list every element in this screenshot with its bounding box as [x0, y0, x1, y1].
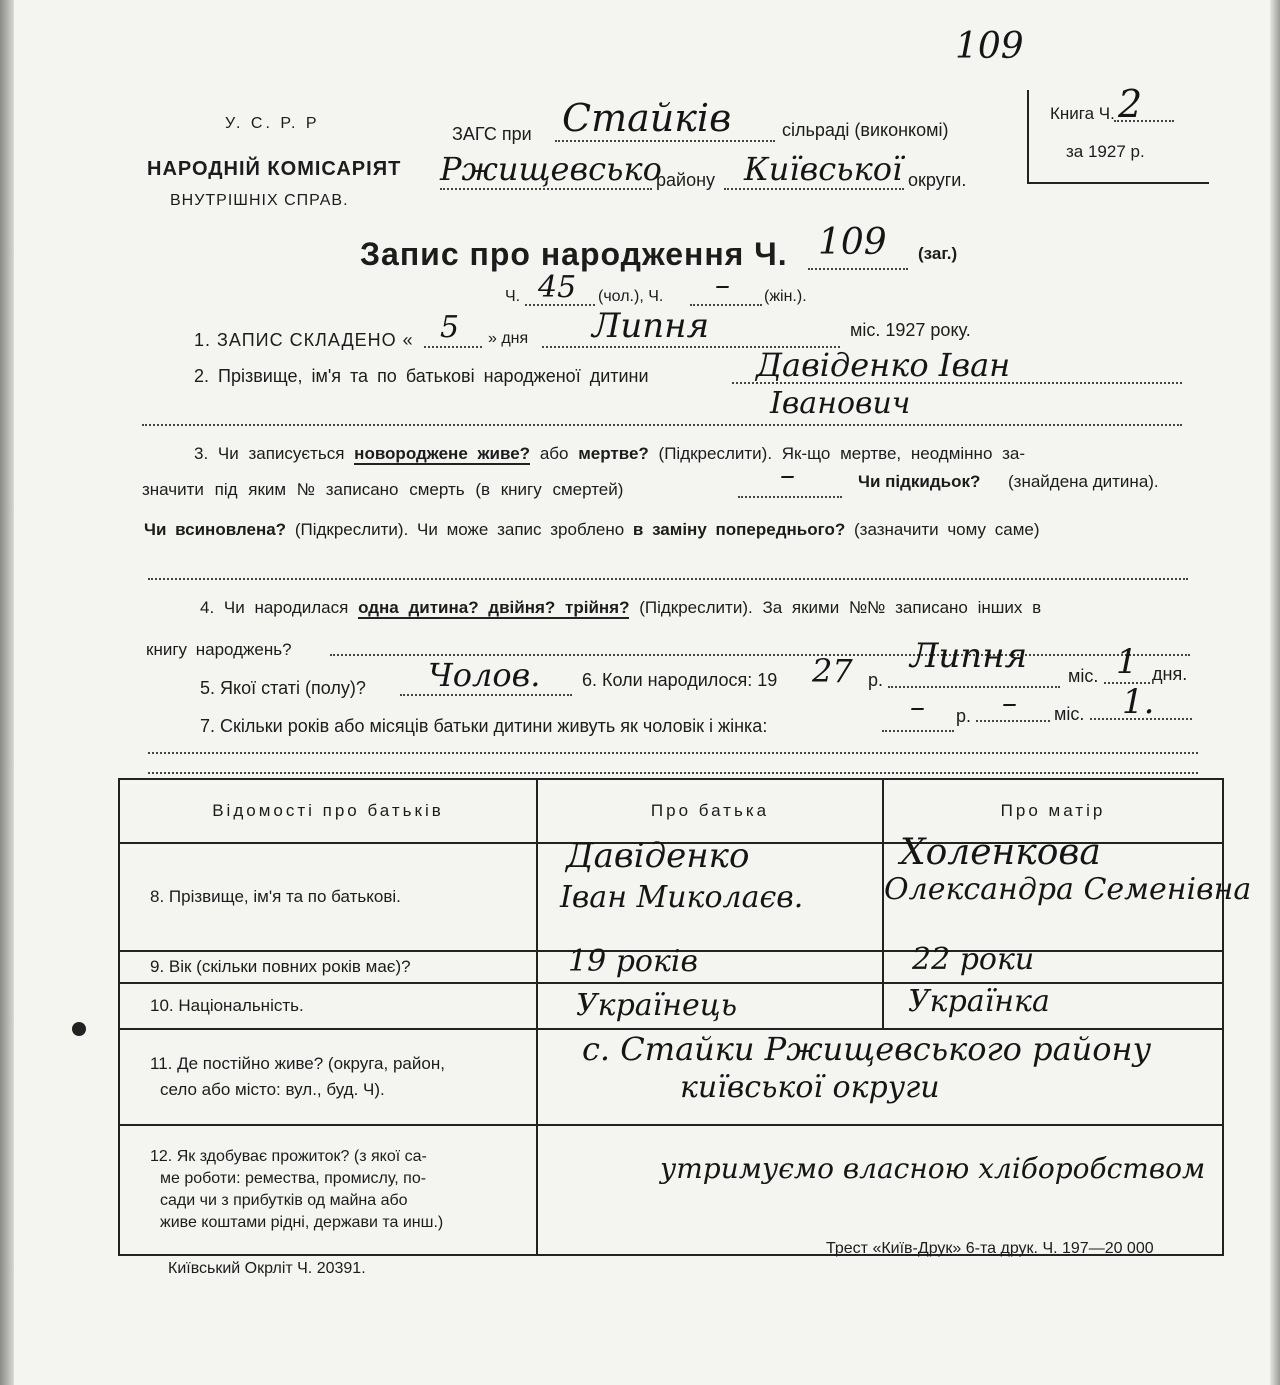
mother-age-handwritten: 22 роки — [912, 942, 1035, 977]
book-label: Книга Ч. — [1050, 104, 1115, 123]
male-number-prefix: Ч. — [505, 288, 521, 305]
male-number-handwritten: 45 — [538, 270, 577, 305]
mother-nationality-handwritten: Українка — [908, 984, 1050, 1019]
record-title-suffix: (заг.) — [918, 244, 958, 263]
table-row — [119, 1125, 1223, 1255]
option-alive: новороджене живе? — [354, 444, 531, 463]
row-11-label-line2: село або місто: вул., буд. Ч). — [160, 1080, 385, 1099]
field-7-extra-handwritten: 1. — [1122, 682, 1155, 722]
field-5-handwritten: Чолов. — [428, 656, 541, 694]
option-dead: мертве? — [578, 444, 649, 463]
field-6-month-handwritten: Липня — [910, 636, 1028, 676]
field-2-handwritten-line2: Іванович — [770, 386, 911, 421]
binding-edge — [0, 0, 14, 1385]
field-4-line1: 4. Чи народилася одна дитина? двійня? трійня? (Підкреслити). За якими №№ записано інших в — [200, 598, 1042, 617]
page-edge — [1270, 0, 1280, 1385]
field-3-line3: Чи всиновлена? (Підкреслити). Чи може запис зроблено в заміну попереднього? (зазначити чому саме) — [144, 520, 1040, 539]
record-number-handwritten: 109 — [818, 222, 887, 263]
father-surname-handwritten: Давіденко — [566, 836, 750, 876]
field-2-label: 2. Прізвище, ім'я та по батькові народженої дитини — [194, 366, 649, 386]
field-7-years-handwritten: – — [910, 690, 925, 725]
field-1-month-handwritten: Липня — [592, 306, 710, 346]
male-number-label: (чол.), Ч. — [598, 288, 664, 305]
field-1-suffix: міс. 1927 року. — [850, 320, 971, 340]
row-12-label-line1: 12. Як здобуває прожиток? (з якої са- — [150, 1148, 427, 1165]
table-header-info: Відомості про батьків — [119, 779, 537, 843]
raion-label: району — [656, 170, 716, 190]
field-3-foundling-note: (знайдена дитина). — [1008, 472, 1159, 491]
footer-right: Трест «Київ-Друк» 6-та друк. Ч. 197—20 000 — [826, 1240, 1154, 1257]
residence-handwritten-line1: с. Стайки Ржищевського району — [582, 1030, 1152, 1068]
field-7-r: р. — [956, 706, 972, 726]
okruha-handwritten: Київської — [744, 150, 903, 188]
internal-affairs-label: ВНУТРІШНІХ СПРАВ. — [170, 192, 349, 209]
father-name-handwritten: Іван Миколаєв. — [560, 880, 804, 915]
field-2-handwritten-line1: Давіденко Іван — [756, 346, 1011, 384]
mother-surname-handwritten: Холенкова — [900, 832, 1101, 873]
row-12-label-line2: ме роботи: ремества, промислу, по- — [160, 1170, 427, 1187]
footer-left: Київський Окрліт Ч. 20391. — [168, 1260, 366, 1277]
zags-suffix: сільраді (виконкомі) — [782, 120, 949, 140]
row-9-label: 9. Вік (скільки повних років має)? — [119, 951, 537, 983]
field-3-line2-a: значити під яким № записано смерть (в книгу смертей) — [142, 480, 624, 499]
female-number-label: (жін.). — [764, 288, 807, 305]
field-3-foundling: Чи підкидьок? — [858, 472, 981, 491]
row-11-label-line1: 11. Де постійно живе? (округа, район, — [150, 1054, 445, 1073]
record-title: Запис про народження Ч. — [360, 236, 788, 272]
field-6-mis: міс. — [1068, 666, 1099, 686]
field-6-dnia: дня. — [1152, 664, 1188, 684]
zags-handwritten: Стайків — [562, 96, 732, 140]
table-header-father: Про батька — [537, 779, 883, 843]
row-8-label: 8. Прізвище, ім'я та по батькові. — [119, 843, 537, 951]
row-10-label: 10. Національність. — [119, 983, 537, 1029]
book-year: за 1927 р. — [1066, 142, 1145, 161]
female-number-handwritten: – — [715, 268, 730, 303]
field-6-day-handwritten: 1 — [1116, 642, 1138, 682]
field-1-prefix: 1. ЗАПИС СКЛАДЕНО « — [194, 330, 414, 350]
row-12-label-line4: живе коштами рідні, держави та инш.) — [160, 1214, 444, 1231]
field-3-death-number-handwritten: – — [780, 458, 795, 493]
commissariat-label: НАРОДНІЙ КОМІСАРІЯТ — [147, 158, 402, 180]
okruha-label: округи. — [908, 170, 967, 190]
residence-handwritten-line2: київської округи — [680, 1070, 940, 1105]
field-7-label: 7. Скільки років або місяців батьки дитини живуть як чоловік і жінка: — [200, 716, 768, 736]
row-12-label-line3: сади чи з прибутків од майна або — [160, 1192, 408, 1209]
field-1-day-handwritten: 5 — [440, 310, 460, 345]
field-7-mis: міс. — [1054, 704, 1085, 724]
father-age-handwritten: 19 років — [568, 944, 698, 979]
field-6-label: 6. Коли народилося: 19 — [582, 670, 778, 690]
field-6-year-handwritten: 27 — [812, 652, 853, 690]
field-5-label: 5. Якої статі (полу)? — [200, 678, 366, 698]
field-7-months-handwritten: – — [1002, 686, 1017, 721]
ussr-label: У. С. Р. Р — [225, 115, 320, 132]
page-number-handwritten: 109 — [955, 26, 1024, 67]
raion-handwritten: Ржищевсько — [440, 150, 662, 188]
livelihood-handwritten: утримуємо власною хліборобством — [660, 1152, 1206, 1185]
book-number-handwritten: 2 — [1118, 82, 1143, 126]
table-header-mother: Про матір — [883, 779, 1223, 843]
field-3-line1: 3. Чи записується новороджене живе? або мертве? (Підкреслити). Як-що мертве, неодмінно за- — [194, 444, 1026, 463]
field-6-r: р. — [868, 670, 884, 690]
zags-prefix: ЗАГС при — [452, 124, 532, 144]
father-nationality-handwritten: Українець — [576, 988, 738, 1023]
mother-name-handwritten: Олександра Семенівна — [884, 872, 1252, 907]
punch-hole — [72, 1022, 86, 1036]
field-4-line2: книгу народжень? — [146, 640, 292, 659]
field-1-mid: » дня — [488, 330, 529, 347]
